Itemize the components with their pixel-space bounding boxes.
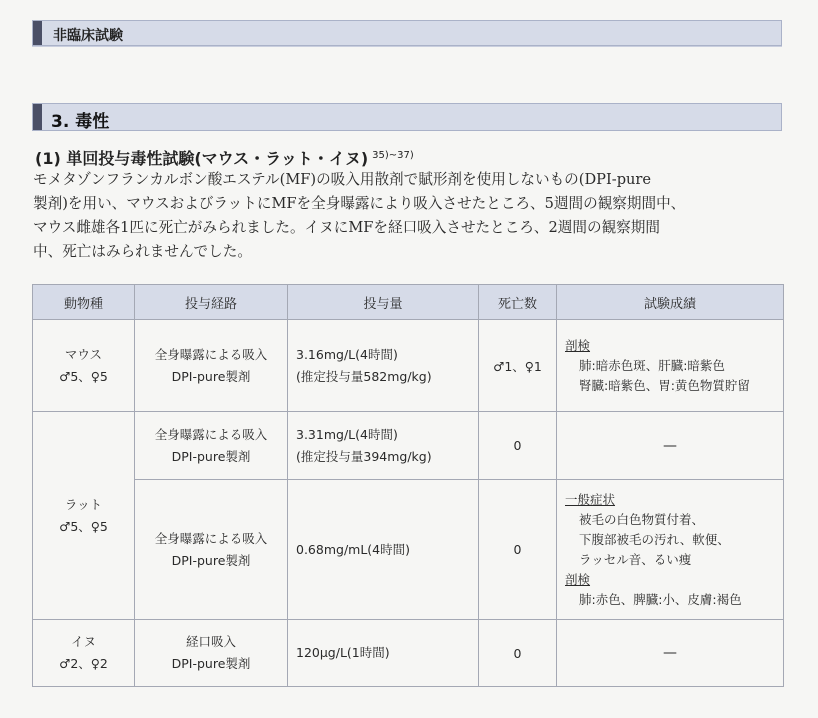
dose-cell — [288, 620, 479, 687]
species-cell — [33, 412, 135, 620]
dose-cell — [288, 412, 479, 480]
results-dash: — — [557, 620, 784, 687]
table-row — [33, 480, 784, 620]
dose-value: 3.31mg/L(4時間) — [296, 426, 398, 442]
results-dash: — — [557, 412, 784, 480]
result-line: ラッセル音、るい痩 — [579, 551, 692, 567]
subsection-title-text: (1) 単回投与毒性試験(マウス・ラット・イヌ) — [35, 149, 369, 168]
paragraph-line: 中、死亡はみられませんでした。 — [33, 243, 252, 260]
result-line: 腎臓:暗紫色、胃:黄色物質貯留 — [579, 377, 750, 393]
result-heading: 一般症状 — [565, 491, 616, 507]
route-formulation: DPI-pure製剤 — [171, 368, 251, 384]
table-header-row — [33, 285, 784, 320]
result-line: 肺:赤色、脾臓:小、皮膚:褐色 — [579, 591, 742, 607]
dose-value: 0.68mg/mL(4時間) — [296, 541, 411, 557]
table-row — [33, 320, 784, 412]
category-label: 非臨床試験 — [53, 28, 123, 44]
species-count: ♂2、♀2 — [59, 656, 108, 671]
species-count: ♂5、♀5 — [59, 518, 108, 534]
divider — [32, 46, 782, 47]
dose-value: 120μg/L(1時間) — [296, 645, 390, 660]
reference-superscript: 35)~37) — [372, 149, 414, 161]
category-header — [32, 20, 782, 46]
route-formulation: DPI-pure製剤 — [171, 448, 251, 464]
route-text: 全身曝露による吸入 — [154, 530, 268, 546]
paragraph-line: マウス雌雄各1匹に死亡がみられました。イヌにMFを経口吸入させたところ、2週間の観察期間 — [33, 219, 660, 236]
dose-cell — [288, 320, 479, 412]
result-line: 肺:暗赤色斑、肝臓:暗紫色 — [579, 357, 725, 373]
subsection-title — [35, 146, 414, 169]
route-text: 経口吸入 — [185, 634, 236, 649]
paragraph-line: モメタゾンフランカルボン酸エステル(MF)の吸入用散剤で賦形剤を使用しないもの(DPI-pure — [33, 171, 652, 188]
route-formulation: DPI-pure製剤 — [171, 656, 251, 671]
section-title: 3. 毒性 — [51, 112, 110, 132]
result-heading: 剖検 — [565, 337, 591, 353]
results-cell — [557, 320, 784, 412]
route-cell — [135, 620, 288, 687]
header-deaths: 死亡数 — [479, 285, 557, 320]
species-name: ラット — [64, 496, 103, 512]
header-route: 投与経路 — [135, 285, 288, 320]
route-text: 全身曝露による吸入 — [154, 346, 268, 362]
toxicity-table — [32, 284, 784, 687]
species-name: マウス — [64, 346, 103, 362]
route-text: 全身曝露による吸入 — [154, 426, 268, 442]
result-heading: 剖検 — [565, 571, 591, 587]
species-count: ♂5、♀5 — [59, 368, 108, 384]
result-line: 下腹部被毛の汚れ、軟便、 — [579, 531, 730, 547]
result-line: 被毛の白色物質付着、 — [579, 511, 705, 527]
deaths-cell: ♂1、♀1 — [479, 320, 557, 412]
route-cell — [135, 320, 288, 412]
body-paragraph — [33, 168, 785, 264]
route-cell — [135, 412, 288, 480]
header-results: 試験成績 — [557, 285, 784, 320]
header-dose: 投与量 — [288, 285, 479, 320]
deaths-cell: 0 — [479, 620, 557, 687]
paragraph-line: 製剤)を用い、マウスおよびラットにMFを全身曝露により吸入させたところ、5週間の観察期間中、 — [33, 195, 686, 212]
header-species: 動物種 — [33, 285, 135, 320]
dose-estimate: (推定投与量394mg/kg) — [296, 448, 432, 464]
dose-cell — [288, 480, 479, 620]
results-cell — [557, 480, 784, 620]
category-marker — [33, 21, 42, 45]
dose-value: 3.16mg/L(4時間) — [296, 346, 398, 362]
section-marker — [33, 104, 42, 130]
species-cell — [33, 320, 135, 412]
table-row — [33, 620, 784, 687]
deaths-cell: 0 — [479, 480, 557, 620]
route-cell — [135, 480, 288, 620]
table-row — [33, 412, 784, 480]
dose-estimate: (推定投与量582mg/kg) — [296, 368, 432, 384]
species-name: イヌ — [70, 634, 96, 649]
route-formulation: DPI-pure製剤 — [171, 552, 251, 568]
species-cell — [33, 620, 135, 687]
deaths-cell: 0 — [479, 412, 557, 480]
section-header — [32, 103, 782, 131]
